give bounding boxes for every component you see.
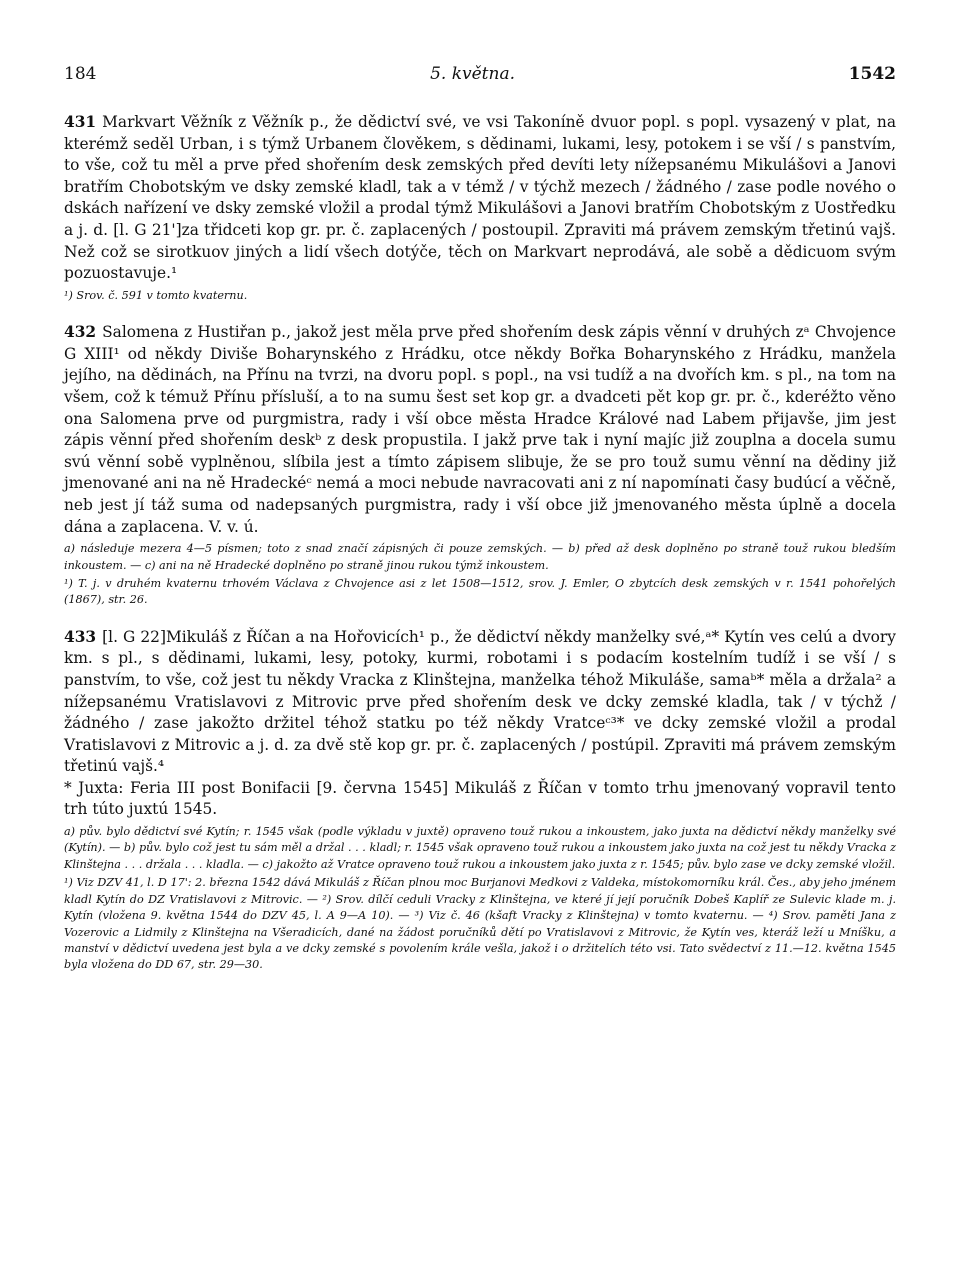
entry-paragraph	[64, 112, 896, 285]
entry-notes	[64, 824, 896, 974]
page-date: 5. května.	[430, 64, 516, 84]
entry-paragraph	[64, 322, 896, 538]
entry-text: Salomena z Hustiřan p., jakož jest měla prve před shořením desk zápis věnní v druhých zᵃ Chvojence G XIII¹ od někdy Diviše Boharynského z Hrádku, otce někdy Bořka Boharynského z Hrádku, manžela jejího, na dědinách, na Přínu na tvrzi, na dvoru popl. s popl., na vsi tudíž a na dvořích km. s pl., na tom na všem, což k témuž Přínu přísluší, a to na sumu šest set kop gr. a dvadceti pět kop gr. pr. č., kderéžto věno ona Salomena prve od purgmistra, rady i vší obce města Hradce Králové nad Labem přijavše, jim jest zápis věnní před shořením deskᵇ z desk propustila. I jakž prve tak i nyní majíc již zouplna a docela sumu svú věnní sobě vyplněnou, slíbila jest a tímto zápisem slibuje, že se pro touž sumu věnní na dědiny již jmenované ani na ně Hradeckéᶜ nemá a moci nebude navracovati ani z ní napomínati časy budúcí a věčně, neb jest jí táž suma od nadepsaných purgmistra, rady i vší obce již jmenovaného města úplně a docela dána a zaplacena. V. v. ú.	[64, 323, 896, 536]
footnote: ¹) T. j. v druhém kvaternu trhovém Václava z Chvojence asi z let 1508—1512, srov. J. Emler, O zbytcích desk zemských v r. 1541 pohořelých (1867), str. 26.	[64, 576, 896, 607]
entry-notes	[64, 288, 896, 304]
entry-text: [l. G 22]Mikuláš z Říčan a na Hořovicích¹ p., že dědictví někdy manželky své,ᵃ* Kytín ves celú a dvory km. s pl., s dědinami, lukami, lesy, potoky, kurmi, robotami i s podacím kostelním tudíž i se vší / s panstvím, to vše, což jest tu někdy Vracka z Klinštejna, manželka téhož Mikuláše, samaᵇ* měla a držala² a nížepsanému Vratislavovi z Mitrovic prve před shořením desk ve dcky zemské kladla, tak / v týchž / žádného / zase jakožto držitel téhož statku po též někdy Vratceᶜ³* ve dcky zemské vložil a prodal Vratislavovi z Mitrovic a j. d. za dvě stě kop gr. pr. č. zaplacených / postúpil. Zpraviti má právem zemským třetinú vajš.⁴	[64, 627, 896, 776]
entry-paragraph	[64, 627, 896, 778]
entry-number: 433	[64, 627, 97, 646]
entry-number: 432	[64, 323, 97, 342]
page-year: 1542	[848, 64, 896, 84]
footnote: ¹) Viz DZV 41, l. D 17': 2. března 1542 dává Mikuláš z Říčan plnou moc Burjanovi Medkovi z Valdeka, místokomorníku král. Čes., aby jeho jménem kladl Kytín do DZ Vratislavovi z Mitrovic. — ²) Srov. dílčí ceduli Vracky z Klinštejna, ve které jí její poručník Dobeš Kaplíř ze Sulevic klade m. j. Kytín (vložena 9. května 1544 do DZV 45, l. A 9—A 10). — ³) Viz č. 46 (kšaft Vracky z Klinštejna) v tomto kvaternu. — ⁴) Srov. paměti Jana z Vozerovic a Lidmily z Klinštejna na Všeradicích, dané na žádost poručníků dětí po Vratislavovi z Mitrovic, že Kytín ves, kteráž leží u Mníšku, a manství v dědictví uvedena jest byla a ve dcky zemské s povolením krále vešla, jakož i o držitelích této vsi. Tato svědectví z 11.—12. května 1545 byla vložena do DD 67, str. 29—30.	[64, 876, 896, 972]
running-head	[64, 64, 896, 84]
entry-431	[64, 112, 896, 304]
entry-text: Markvart Věžník z Věžník p., že dědictví své, ve vsi Takoníně dvuor popl. s popl. vysazený v plat, na kterémž seděl Urban, i s týmž Urbanem člověkem, s dědinami, lukami, lesy, potokem i se vší / s panstvím, to vše, což tu měl a prve před shořením desk zemských před devíti lety nížepsanému Mikulášovi a Janovi bratřím Chobotským ve dsky zemské kladl, tak a v témž / v týchž mezech / žádného / zase podle nového o dskách nařízení ve dsky zemské vložil a prodal týmž Mikulášovi a Janovi bratřím Chobotským z Uostředku a j. d. [l. G 21']za třidceti kop gr. pr. č. zaplacených / postoupil. Zpraviti má právem zemským třetinú vajš. Než což se sirotkuov jiných a lidí všech dotýče, těch on Markvart neprodává, ale sobě a dědicuom svým pozuostavuje.¹	[64, 113, 896, 283]
entry-notes	[64, 541, 896, 609]
textual-note: a) pův. bylo dědictví své Kytín; r. 1545 však (podle výkladu v juxtě) opraveno touž rukou a inkoustem, jako juxta na dědictví někdy manželky své (Kytín). — b) pův. bylo což jest tu sám měl a držal . . . kladl; r. 1545 však opraveno touž rukou a inkoustem jako juxta na což jest tu někdy Vracka z Klinštejna . . . držala . . . kladla. — c) jakožto až Vratce opraveno touž rukou a inkoustem jako juxta z r. 1545; pův. bylo zase ve dcky zemské vložil.	[64, 825, 896, 871]
footnote: ¹) Srov. č. 591 v tomto kvaternu.	[64, 288, 248, 302]
entry-433	[64, 627, 896, 974]
entry-432	[64, 322, 896, 609]
entry-number: 431	[64, 113, 97, 131]
juxta-note: * Juxta: Feria III post Bonifacii [9. června 1545] Mikuláš z Říčan v tomto trhu jmenovaný vopravil tento trh túto juxtú 1545.	[64, 778, 896, 819]
textual-note: a) následuje mezera 4—5 písmen; toto z snad značí zápisných či pouze zemských. — b) před až desk doplněno po straně touž rukou bledším inkoustem. — c) ani na ně Hradecké doplněno po straně jinou rukou týmž inkoustem.	[64, 542, 896, 572]
page-number: 184	[64, 64, 97, 84]
